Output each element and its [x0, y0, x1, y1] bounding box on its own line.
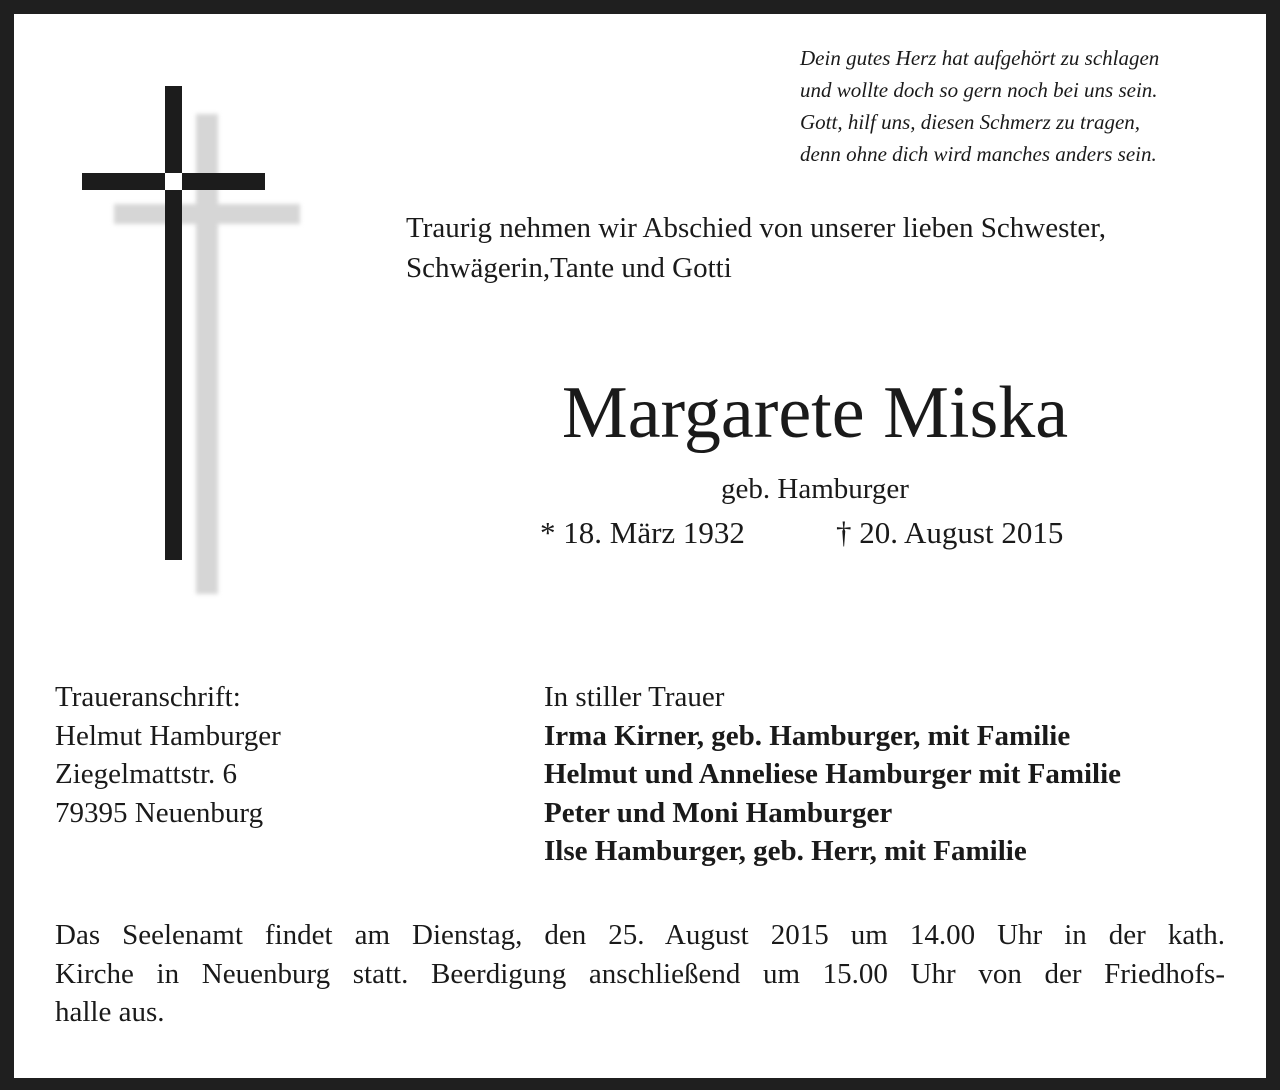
address-street: Ziegelmattstr. 6	[55, 758, 238, 790]
address-city: 79395 Neuenburg	[55, 796, 264, 829]
poem-line: Gott, hilf uns, diesen Schmerz zu tragen,	[800, 110, 1141, 134]
mourning-address	[55, 678, 455, 832]
birth-name: geb. Hamburger	[721, 473, 909, 505]
intro-line: Traurig nehmen wir Abschied von unserer lieben Schwester,	[406, 212, 1107, 244]
service-notice	[55, 916, 1225, 1032]
cross-icon	[80, 84, 310, 604]
birth-date: * 18. März 1932	[540, 515, 745, 550]
intro-line: Schwägerin,Tante und Gotti	[406, 252, 732, 284]
mourners	[544, 678, 1244, 871]
mourners-heading: In stiller Trauer	[544, 681, 725, 713]
poem-line: und wollte doch so gern noch bei uns sein.	[800, 78, 1158, 102]
poem-line: Dein gutes Herz hat aufgehört zu schlagen	[800, 46, 1160, 70]
deceased-name: Margarete Miska	[561, 372, 1069, 454]
poem	[800, 42, 1240, 170]
intro-text	[406, 208, 1246, 288]
address-name: Helmut Hamburger	[55, 719, 281, 752]
service-line: halle aus.	[55, 996, 165, 1028]
death-date: † 20. August 2015	[836, 515, 1064, 550]
mourner-entry: Ilse Hamburger, geb. Herr, mit Familie	[544, 835, 1027, 867]
service-line: Kirche in Neuenburg statt. Beerdigung anschließend um 15.00 Uhr von der Friedhofs-	[55, 957, 1225, 990]
poem-line: denn ohne dich wird manches anders sein.	[800, 142, 1157, 166]
mourner-entry: Helmut und Anneliese Hamburger mit Familie	[544, 758, 1122, 790]
cross-shadow-horizontal	[114, 204, 300, 224]
address-label: Traueranschrift:	[55, 681, 241, 713]
mourner-entry: Peter und Moni Hamburger	[544, 796, 893, 829]
service-line: Das Seelenamt findet am Dienstag, den 25. August 2015 um 14.00 Uhr in der kath.	[55, 919, 1225, 951]
cross-bar-vertical	[165, 86, 182, 560]
cross-center	[165, 173, 182, 190]
mourner-entry: Irma Kirner, geb. Hamburger, mit Familie	[544, 719, 1071, 752]
